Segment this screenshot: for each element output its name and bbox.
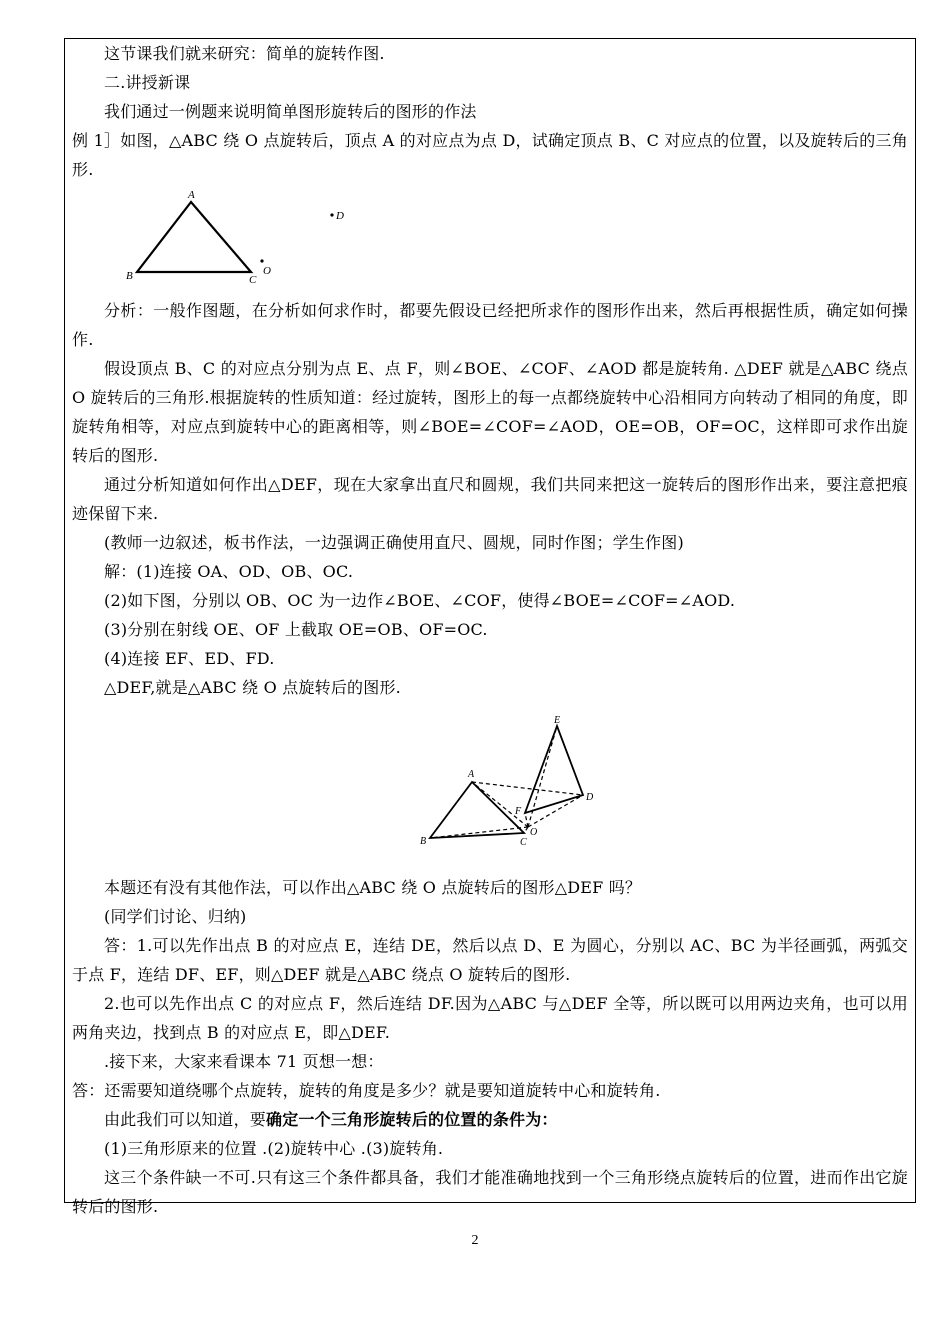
line-intro: 这节课我们就来研究：简单的旋转作图.	[104, 44, 385, 63]
label-b-2: B	[420, 836, 427, 847]
figure-rotation-construction	[72, 710, 908, 873]
discussion-note: (同学们讨论、归纳)	[104, 907, 247, 926]
step-4: (4)连接 EF、ED、FD.	[104, 649, 275, 668]
label-b: B	[126, 270, 133, 282]
final-paragraph: 这三个条件缺一不可.只有这三个条件都具备，我们才能准确地找到一个三角形绕点旋转后的位置，进而作出它旋转后的图形.	[72, 1168, 908, 1216]
point-o	[260, 259, 263, 262]
step-result: △DEF,就是△ABC 绕 O 点旋转后的图形.	[104, 678, 401, 697]
step-3: (3)分别在射线 OE、OF 上截取 OE=OB、OF=OC.	[104, 620, 488, 639]
label-a-2: A	[468, 769, 475, 780]
conclusion-bold: 确定一个三角形旋转后的位置的条件为：	[266, 1110, 558, 1129]
label-o: O	[263, 265, 272, 277]
assumption-paragraph: 假设顶点 B、C 的对应点分别为点 E、点 F，则∠BOE、∠COF、∠AOD 都是旋转角. △DEF 就是△ABC 绕点 O 旋转后的三角形.根据旋转的性质知道：经过旋转，图形上的每一点都绕旋转中心沿相同方向转动了相同的角度，即旋转角相等，对应点到旋转中心的距离相等，则∠BOE=∠COF=∠AOD，OE=OB，OF=OC，这样即可求作出旋转后的图形.	[72, 359, 908, 465]
step-2: (2)如下图，分别以 OB、OC 为一边作∠BOE、∠COF，使得∠BOE=∠COF=∠AOD.	[104, 591, 736, 610]
conditions-list: (1)三角形原来的位置 .(2)旋转中心 .(3)旋转角.	[104, 1139, 444, 1158]
lesson-frame	[64, 38, 916, 1216]
label-e-2: E	[554, 715, 561, 726]
segment-ad	[472, 782, 583, 795]
triangle-abc-2	[430, 782, 524, 838]
line-example-intro: 我们通过一例题来说明简单图形旋转后的图形的作法	[104, 102, 477, 121]
label-d: D	[336, 210, 345, 222]
question-other-method: 本题还有没有其他作法，可以作出△ABC 绕 O 点旋转后的图形△DEF 吗？	[104, 878, 642, 897]
label-o-2: O	[530, 827, 538, 838]
label-c: C	[249, 274, 257, 286]
answer-1: 答：1.可以先作出点 B 的对应点 E，连结 DE，然后以点 D、E 为圆心，分别以 AC、BC 为半径画弧，两弧交于点 F，连结 DF、EF，则△DEF 就是△ABC 绕点 O 旋转后的图形.	[72, 936, 908, 984]
triangle-def	[525, 726, 583, 813]
answer-3: 答：还需要知道绕哪个点旋转，旋转的角度是多少？就是要知道旋转中心和旋转角.	[72, 1081, 661, 1100]
section-heading: 二.讲授新课	[104, 73, 191, 92]
label-f-2: F	[515, 806, 522, 817]
teacher-note: (教师一边叙述，板书作法，一边强调正确使用直尺、圆规，同时作图；学生作图)	[104, 533, 684, 552]
page-number: 2	[471, 1233, 479, 1248]
answer-2: 2.也可以先作出点 C 的对应点 F，然后连结 DF.因为△ABC 与△DEF 全等，所以既可以用两边夹角，也可以用两角夹边，找到点 B 的对应点 E，即△DEF.	[72, 994, 908, 1042]
example-1: 例 1］如图，△ABC 绕 O 点旋转后，顶点 A 的对应点为点 D，试确定顶点 B、C 对应点的位置，以及旋转后的三角形.	[72, 131, 908, 179]
triangle-abc	[137, 202, 251, 272]
conclusion-text: 由此我们可以知道，要	[104, 1110, 267, 1129]
label-a: A	[188, 189, 195, 201]
lesson-content	[72, 39, 908, 1221]
figure-triangle-abc	[72, 186, 908, 296]
label-c-2: C	[520, 837, 527, 848]
step-1: 解：(1)连接 OA、OD、OB、OC.	[104, 562, 354, 581]
segment-oa	[472, 782, 528, 827]
conclusion-line	[72, 1105, 908, 1134]
figure-2-svg	[412, 710, 652, 873]
method-paragraph: 通过分析知道如何作出△DEF，现在大家拿出直尺和圆规，我们共同来把这一旋转后的图形作出来，要注意把痕迹保留下来.	[72, 475, 908, 523]
figure-1-svg	[117, 186, 417, 296]
analysis-paragraph: 分析：一般作图题，在分析如何求作时，都要先假设已经把所求作的图形作出来，然后再根据性质，确定如何操作.	[72, 301, 908, 349]
point-d	[330, 213, 333, 216]
label-d-2: D	[586, 792, 594, 803]
textbook-reference: .接下来，大家来看课本 71 页想一想：	[104, 1052, 384, 1071]
segment-oe	[528, 726, 557, 827]
